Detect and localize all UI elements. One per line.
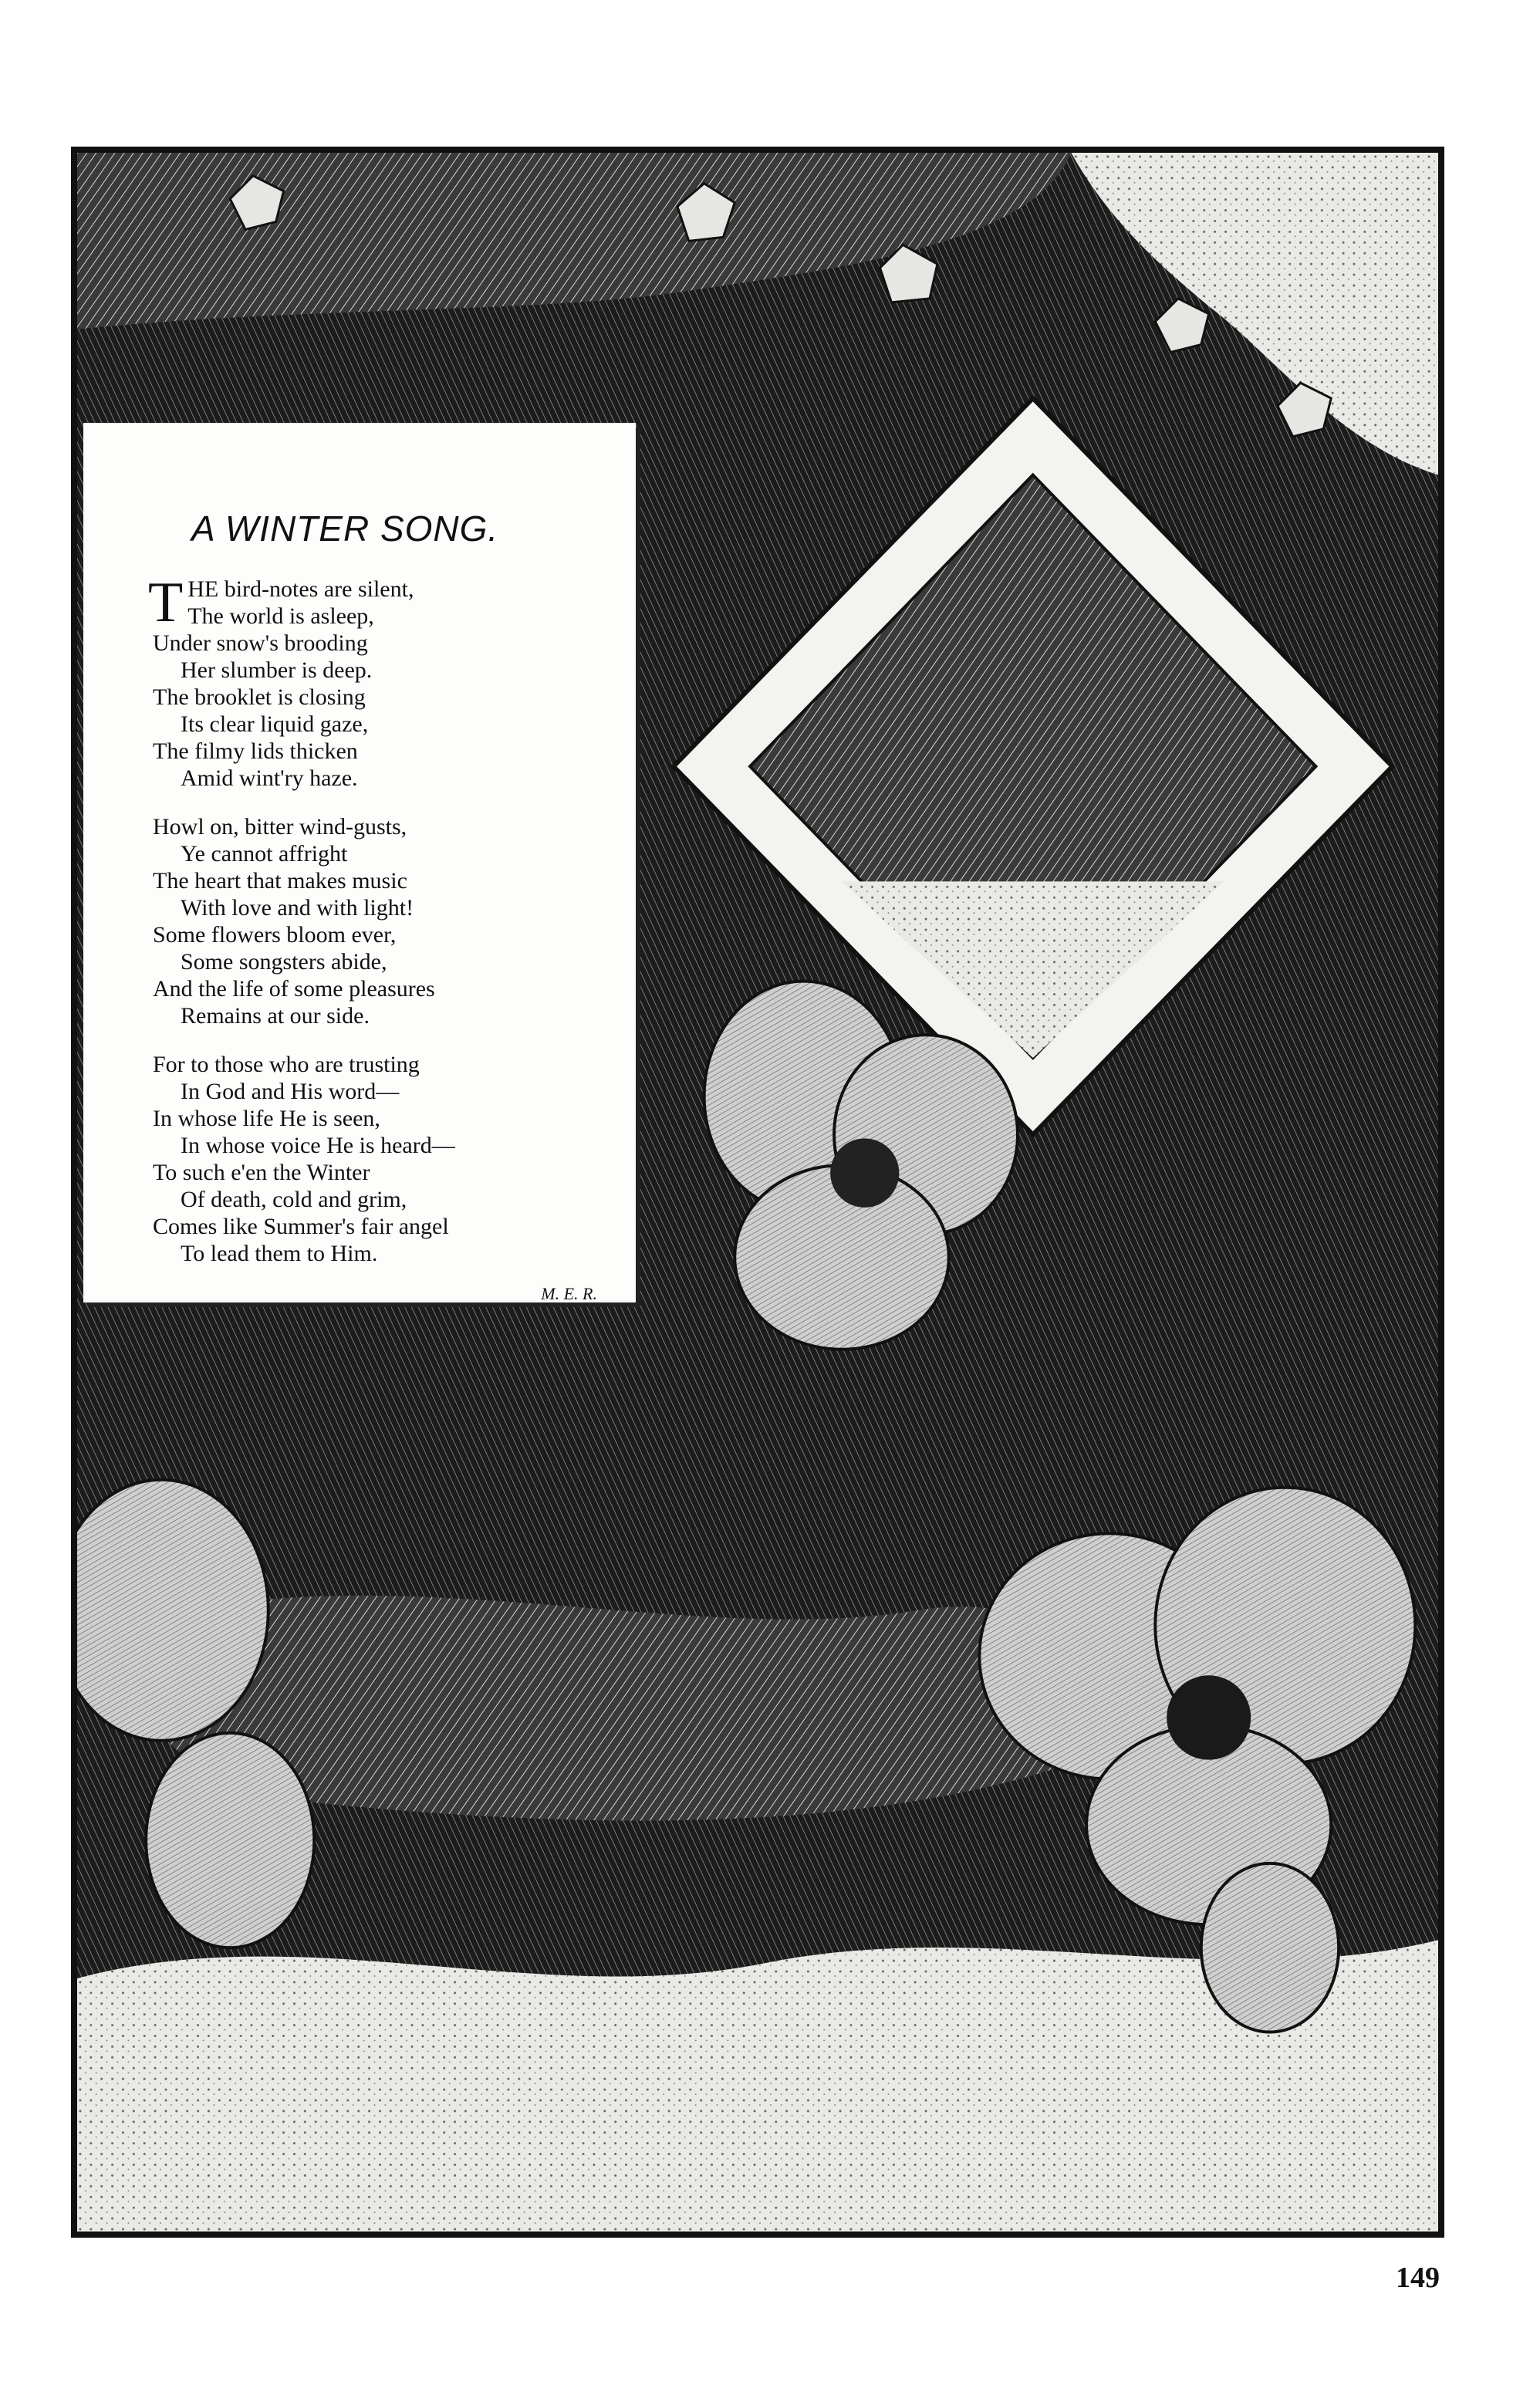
engraving-frame — [71, 147, 1444, 2238]
poem-line-text: The world is asleep, — [187, 603, 374, 629]
poem-line — [153, 1186, 605, 1213]
poem-line — [153, 948, 605, 975]
poem-line-text: In God and His word— — [181, 1079, 400, 1104]
poem-line — [153, 711, 605, 738]
poem-line — [153, 1105, 605, 1132]
poem-line — [153, 1002, 605, 1029]
poem-card — [83, 423, 636, 1302]
poem-line-text: Under snow's brooding — [153, 630, 368, 656]
poem-line — [153, 975, 605, 1002]
poem-line — [153, 840, 605, 867]
poem-line — [153, 894, 605, 921]
poem-line — [153, 765, 605, 792]
poem-line-text: Remains at our side. — [181, 1003, 370, 1029]
poem-line-text: In whose voice He is heard— — [181, 1133, 455, 1158]
poem-line — [153, 738, 605, 765]
poem-title: A WINTER SONG. — [191, 508, 499, 549]
poem-line — [153, 1159, 605, 1186]
poem-line-text: In whose life He is seen, — [153, 1106, 380, 1131]
poem-line-text: To such e'en the Winter — [153, 1160, 370, 1185]
poem-line-text: Of death, cold and grim, — [181, 1187, 407, 1212]
poem-line-text: Its clear liquid gaze, — [181, 711, 369, 737]
poem-line-text: The brooklet is closing — [153, 684, 366, 710]
poem-line — [153, 603, 605, 630]
poem-line — [153, 1213, 605, 1240]
page-number: 149 — [1396, 2262, 1440, 2294]
poem-line-text: To lead them to Him. — [181, 1241, 378, 1266]
poem-line — [153, 867, 605, 894]
poem-body — [148, 571, 605, 1267]
poem-line — [153, 684, 605, 711]
poem-line-text: Her slumber is deep. — [181, 657, 373, 683]
poem-line-text: Comes like Summer's fair angel — [153, 1214, 449, 1239]
poem-line — [153, 630, 605, 657]
poem-line-text: For to those who are trusting — [153, 1052, 420, 1077]
poem-stanza — [153, 1051, 605, 1267]
poem-stanza — [148, 571, 605, 792]
poem-line — [153, 657, 605, 684]
poem-line-text: The heart that makes music — [153, 868, 407, 894]
poem-line-text: Howl on, bitter wind-gusts, — [153, 814, 407, 840]
poem-line — [153, 1240, 605, 1267]
poem-line-text: And the life of some pleasures — [153, 976, 435, 1002]
poem-line-text: HE bird-notes are silent, — [187, 576, 414, 602]
poem-line-text: The filmy lids thicken — [153, 738, 358, 764]
poem-line-text: Some songsters abide, — [181, 949, 387, 975]
poem-stanza — [153, 813, 605, 1029]
poem-drop-cap: T — [148, 571, 184, 634]
poem-line — [153, 1051, 605, 1078]
poem-line — [153, 1078, 605, 1105]
poem-line-text: Some flowers bloom ever, — [153, 922, 397, 948]
poem-line — [153, 813, 605, 840]
poem-line — [153, 921, 605, 948]
poem-signature: M. E. R. — [541, 1284, 597, 1303]
poem-line — [153, 1132, 605, 1159]
poem-line-text: Ye cannot affright — [181, 841, 348, 867]
poem-line-text: Amid wint'ry haze. — [181, 765, 358, 791]
poem-line-text: With love and with light! — [181, 895, 414, 921]
